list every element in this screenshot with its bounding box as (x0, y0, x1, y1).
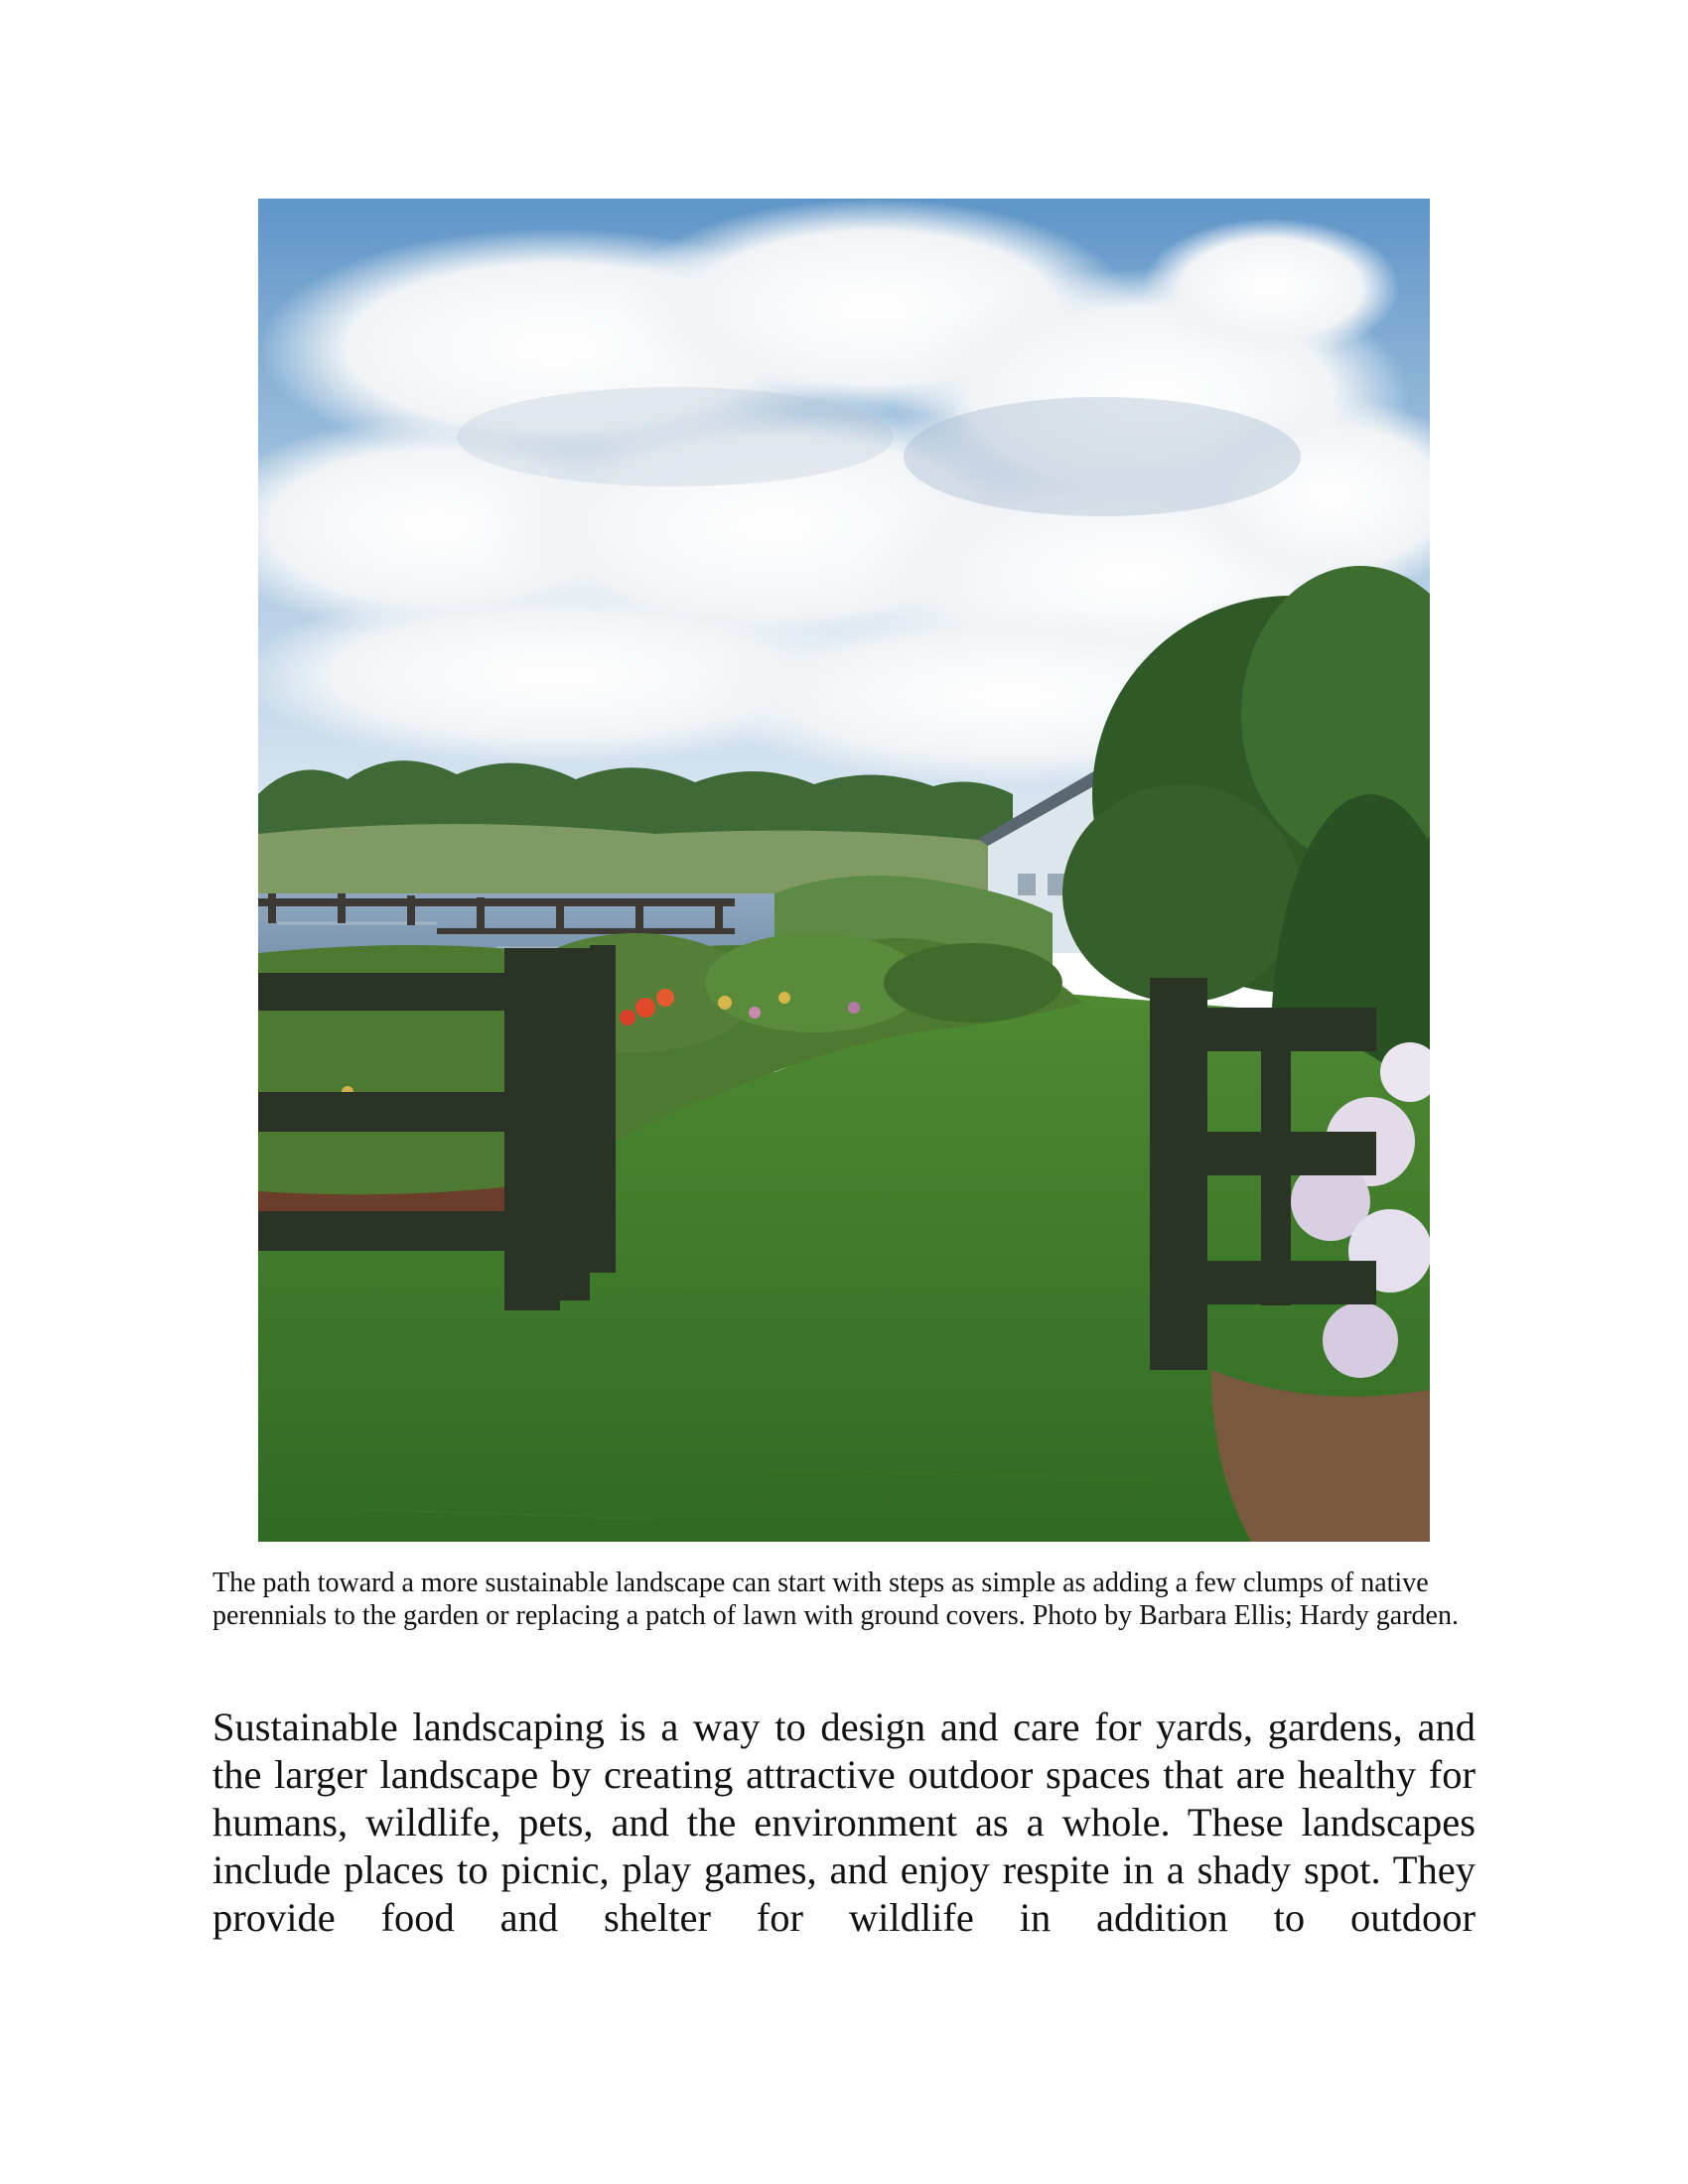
garden-photo (258, 199, 1430, 1542)
garden-photo-illustration (258, 199, 1430, 1542)
body-paragraph: Sustainable landscaping is a way to design and care for yards, gardens, and the larger landscape by creating attractive outdoor spaces that are healthy for humans, wildlife, pets, and the environment as a whole. These landscapes include places to picnic, play games, and enjoy respite in a shady spot. They provide food and shelter for wildlife in addition to outdoor (212, 1705, 1476, 1940)
figure-caption: The path toward a more sustainable landscape can start with steps as simple as adding a few clumps of native perennials to the garden or replacing a patch of lawn with ground covers. Photo by Barbara Ellis; Hardy garden. (212, 1568, 1459, 1631)
